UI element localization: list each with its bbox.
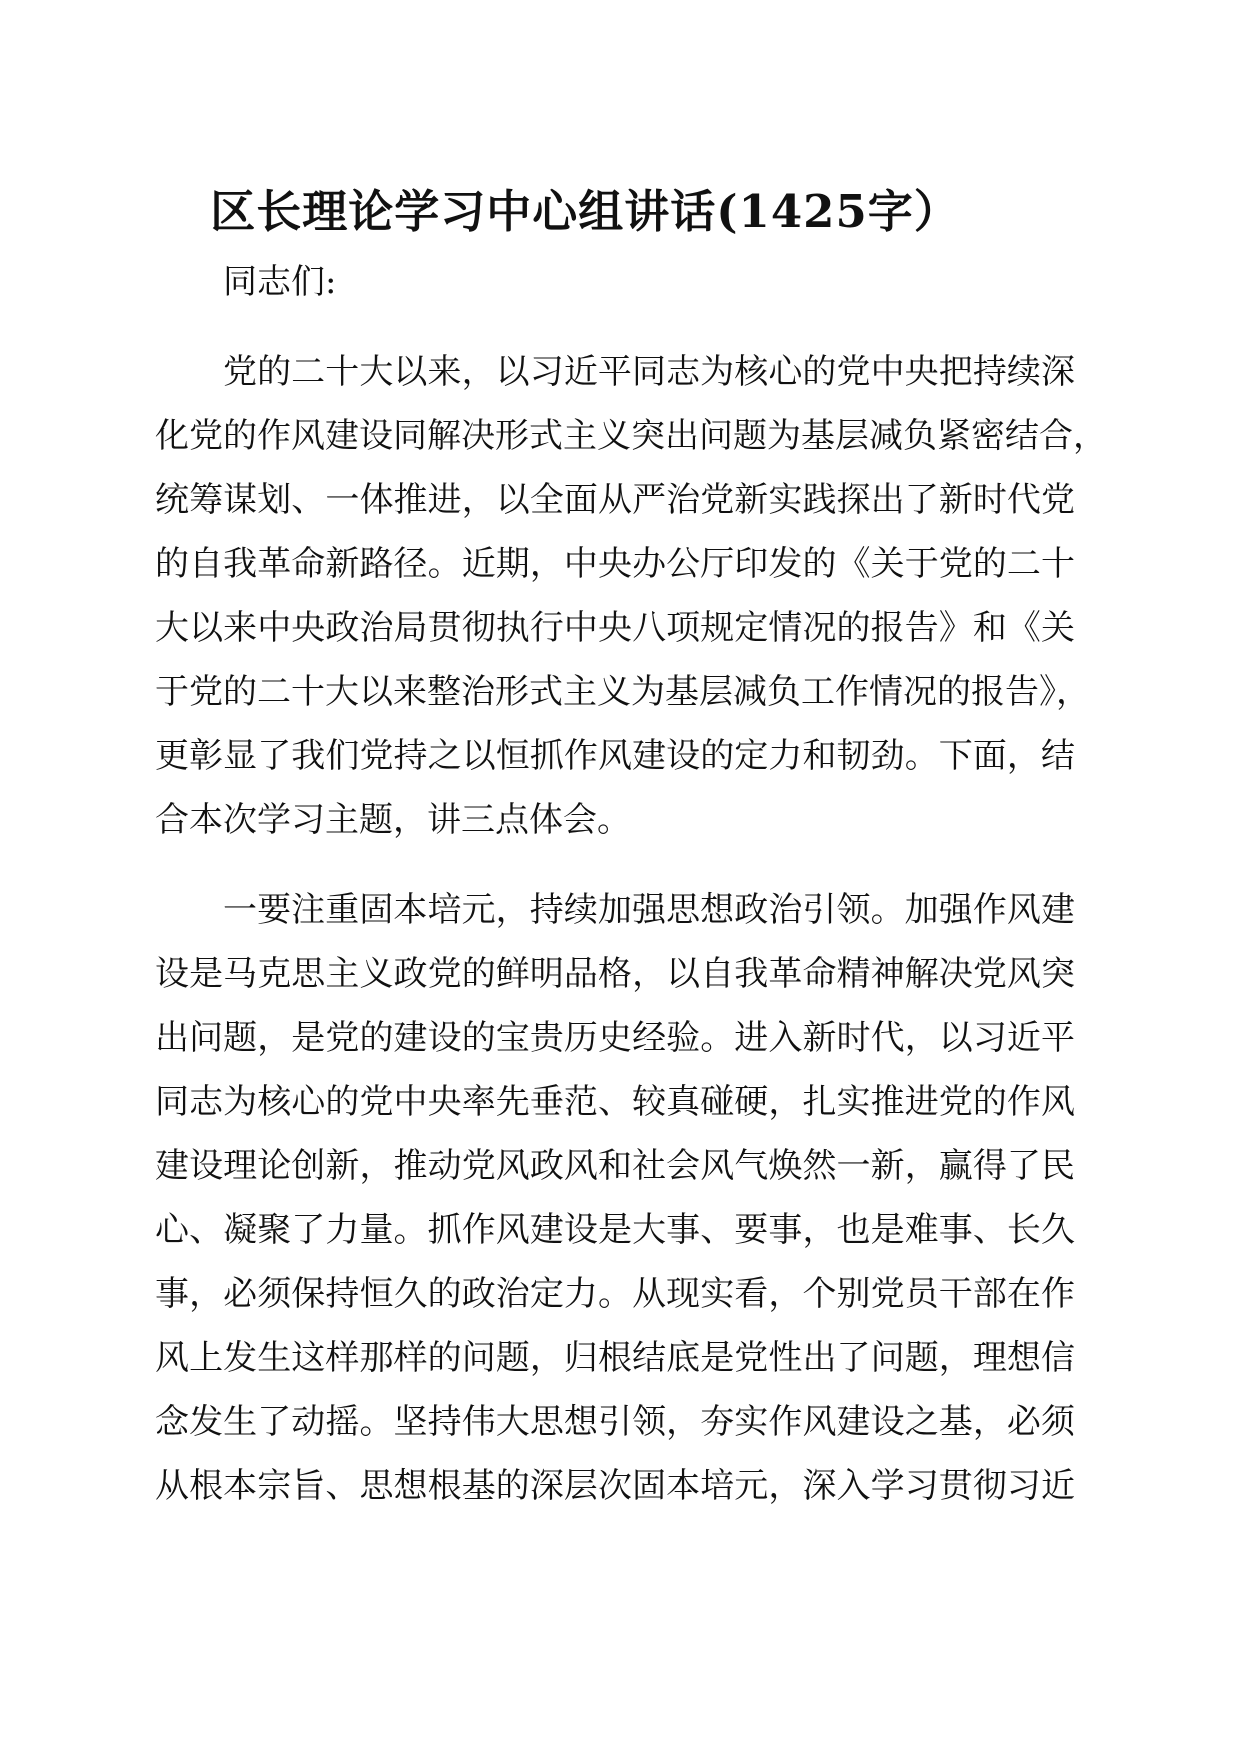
paragraph-line: 合本次学习主题，讲三点体会。 (155, 800, 631, 840)
paragraph-line: 党的二十大以来，以习近平同志为核心的党中央把持续深 (223, 352, 1075, 392)
paragraph-line: 统筹谋划、一体推进，以全面从严治党新实践探出了新时代党 (155, 480, 1075, 520)
paragraph-line: 于党的二十大以来整治形式主义为基层减负工作情况的报告》， (155, 672, 1090, 712)
paragraph-line: 同志为核心的党中央率先垂范、较真碰硬，扎实推进党的作风 (155, 1082, 1075, 1122)
paragraph-line: 建设理论创新，推动党风政风和社会风气焕然一新，赢得了民 (155, 1146, 1075, 1186)
paragraph-line: 从根本宗旨、思想根基的深层次固本培元，深入学习贯彻习近 (155, 1466, 1075, 1506)
paragraph-line: 大以来中央政治局贯彻执行中央八项规定情况的报告》和《关 (155, 608, 1075, 648)
paragraph-2 (155, 878, 1075, 1518)
document-title: 区长理论学习中心组讲话(1425字） (210, 185, 960, 238)
paragraph-line: 念发生了动摇。坚持伟大思想引领，夯实作风建设之基，必须 (155, 1402, 1075, 1442)
paragraph-line: 的自我革命新路径。近期，中央办公厅印发的《关于党的二十 (155, 544, 1075, 584)
paragraph-line: 更彰显了我们党持之以恒抓作风建设的定力和韧劲。下面，结 (155, 736, 1075, 776)
paragraph-line: 事，必须保持恒久的政治定力。从现实看，个别党员干部在作 (155, 1274, 1075, 1314)
document-body (155, 250, 1107, 1544)
salutation: 同志们: (223, 262, 337, 302)
paragraph-line: 化党的作风建设同解决形式主义突出问题为基层减负紧密结合， (155, 416, 1107, 456)
paragraph-line: 设是马克思主义政党的鲜明品格，以自我革命精神解决党风突 (155, 954, 1075, 994)
paragraph-1 (155, 340, 1107, 852)
paragraph-line: 出问题，是党的建设的宝贵历史经验。进入新时代，以习近平 (155, 1018, 1075, 1058)
paragraph-line: 一要注重固本培元，持续加强思想政治引领。加强作风建 (223, 890, 1075, 930)
paragraph-line: 风上发生这样那样的问题，归根结底是党性出了问题，理想信 (155, 1338, 1075, 1378)
paragraph-line: 心、凝聚了力量。抓作风建设是大事、要事，也是难事、长久 (155, 1210, 1075, 1250)
